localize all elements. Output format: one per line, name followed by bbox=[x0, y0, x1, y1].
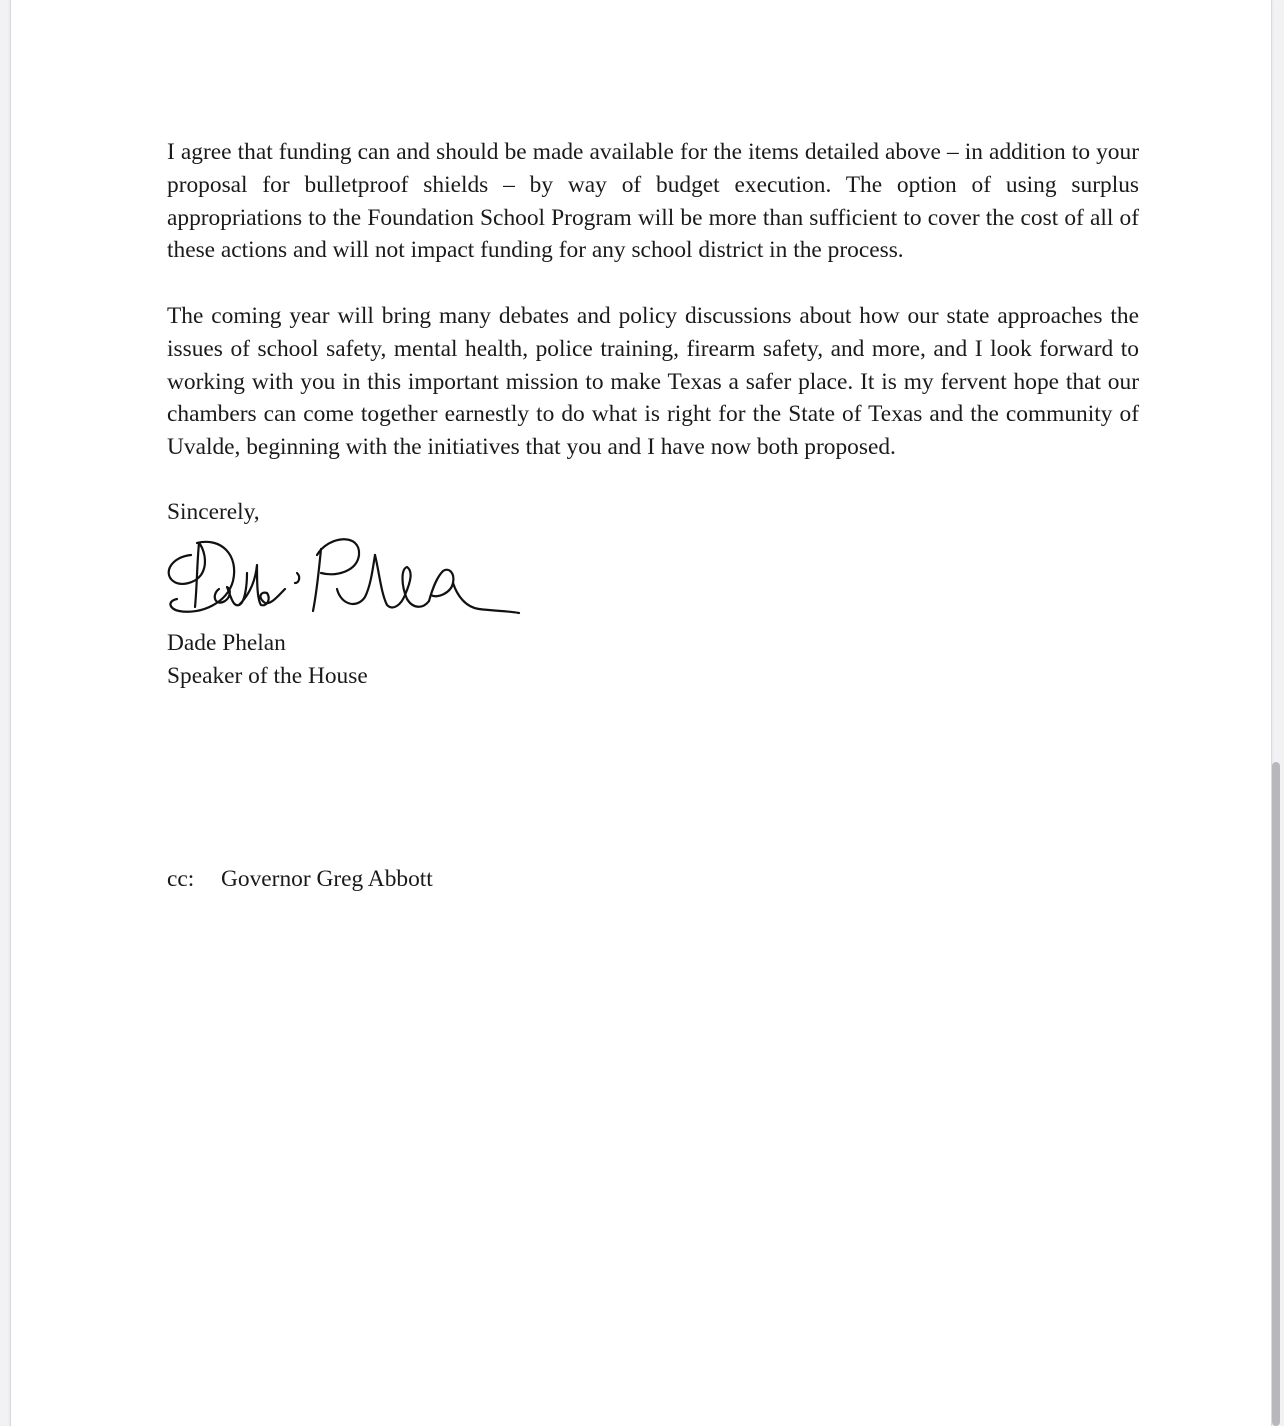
document-page bbox=[10, 0, 1272, 1426]
cc-label: cc: bbox=[167, 866, 195, 892]
signer-name: Dade Phelan bbox=[167, 630, 286, 656]
body-paragraph-1: I agree that funding can and should be made available for the items detailed above – in addition to your proposal for bulletproof shields – by way of budget execution. The option of using surplus appropriations to the Foundation School Program will be more than sufficient to cover the cost of all of these actions and will not impact funding for any school district in the process. bbox=[167, 139, 1139, 264]
body-paragraph-2: The coming year will bring many debates and policy discussions about how our state approaches the issues of school safety, mental health, police training, firearm safety, and more, and I look forward to working with you in this important mission to make Texas a safer place. It is my fervent hope that our chambers can come together earnestly to do what is right for the State of Texas and the community of Uvalde, beginning with the initiatives that you and I have now both proposed. bbox=[167, 303, 1139, 461]
signer-title: Speaker of the House bbox=[167, 663, 368, 689]
handwritten-signature bbox=[161, 525, 526, 625]
cc-recipient: Governor Greg Abbott bbox=[221, 866, 433, 892]
scrollbar-thumb[interactable] bbox=[1272, 762, 1280, 1426]
vertical-scrollbar[interactable] bbox=[1270, 0, 1284, 1426]
closing-salutation: Sincerely, bbox=[167, 499, 260, 525]
